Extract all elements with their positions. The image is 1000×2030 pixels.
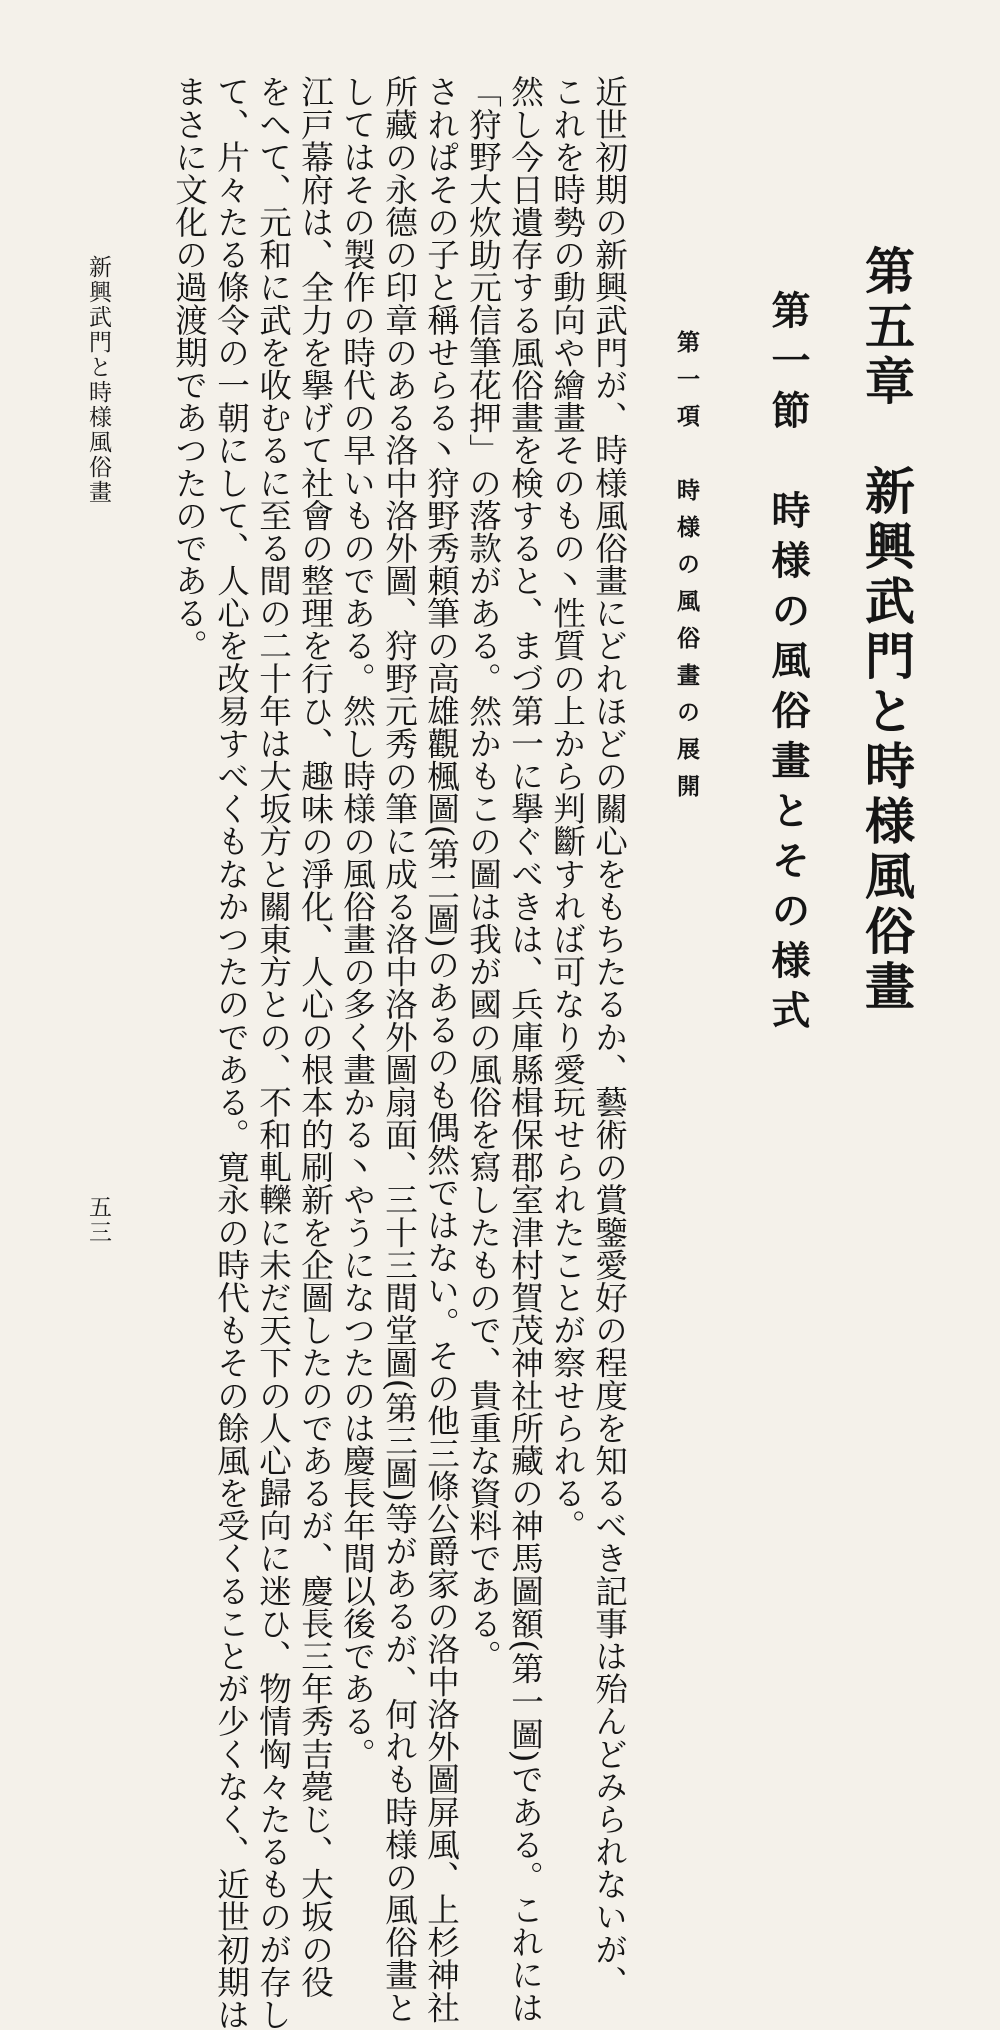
body-line: 「狩野大炊助元信筆花押」の落款がある。然かもこの圖は我が國の風俗を寫したもので、貴重な資料である。	[464, 75, 502, 1672]
body-line: 所藏の永德の印章のある洛中洛外圖、狩野元秀の筆に成る洛中洛外圖扇面、三十三間堂圖(第三圖)等があるが、何れも時様の風俗畫と	[380, 75, 418, 2024]
body-line: をへて、元和に武を收むるに至る間の二十年は大坂方と關東方との、不和軋轢に未だ天下の人心歸向に迷ひ、物情恟々たるものが存し	[254, 75, 292, 2030]
body-line: これを時勢の動向や繪畫そのもの丶性質の上から判斷すれば可なり愛玩せられたことが察せられる。	[548, 75, 586, 1542]
body-line: て、片々たる條令の一朝にして、人心を改易すべくもなかつたのである。寛永の時代もその餘風を受くることが少くなく、近世初期は	[212, 75, 250, 2030]
body-line: 江戸幕府は、全力を擧げて社會の整理を行ひ、趣味の淨化、人心の根本的刷新を企圖したのであるが、慶長三年秀吉薨じ、大坂の役	[296, 75, 334, 1998]
section-title: 第一節 時様の風俗畫とその様式	[765, 290, 811, 1040]
body-line: されぱその子と稱せらる丶狩野秀頼筆の高雄觀楓圖(第二圖)のあるのも偶然ではない。その他三條公爵家の洛中洛外圖屏風、上杉神社	[422, 75, 460, 2024]
page-number: 五三	[85, 1195, 111, 1245]
running-title: 新興武門と時様風俗畫	[85, 255, 111, 505]
body-line: 然し今日遺存する風俗畫を検すると、まづ第一に擧ぐべきは、兵庫縣楫保郡室津村賀茂神社所藏の神馬圖額(第一圖)である。これには	[506, 75, 544, 2024]
chapter-title: 第五章 新興武門と時様風俗畫	[857, 245, 916, 1015]
body-line: してはその製作の時代の早いものである。然し時様の風俗畫の多く畫かる丶やうになつたのは慶長年間以後である。	[338, 75, 376, 1770]
body-line: まさに文化の過渡期であつたのである。	[170, 75, 208, 662]
body-line: 近世初期の新興武門が、時様風俗畫にどれほどの關心をもちたるか、藝術の賞鑒愛好の程度を知るべき記事は殆んどみられないが、	[590, 75, 628, 1998]
item-title: 第一項 時様の風俗畫の展開	[673, 330, 700, 811]
